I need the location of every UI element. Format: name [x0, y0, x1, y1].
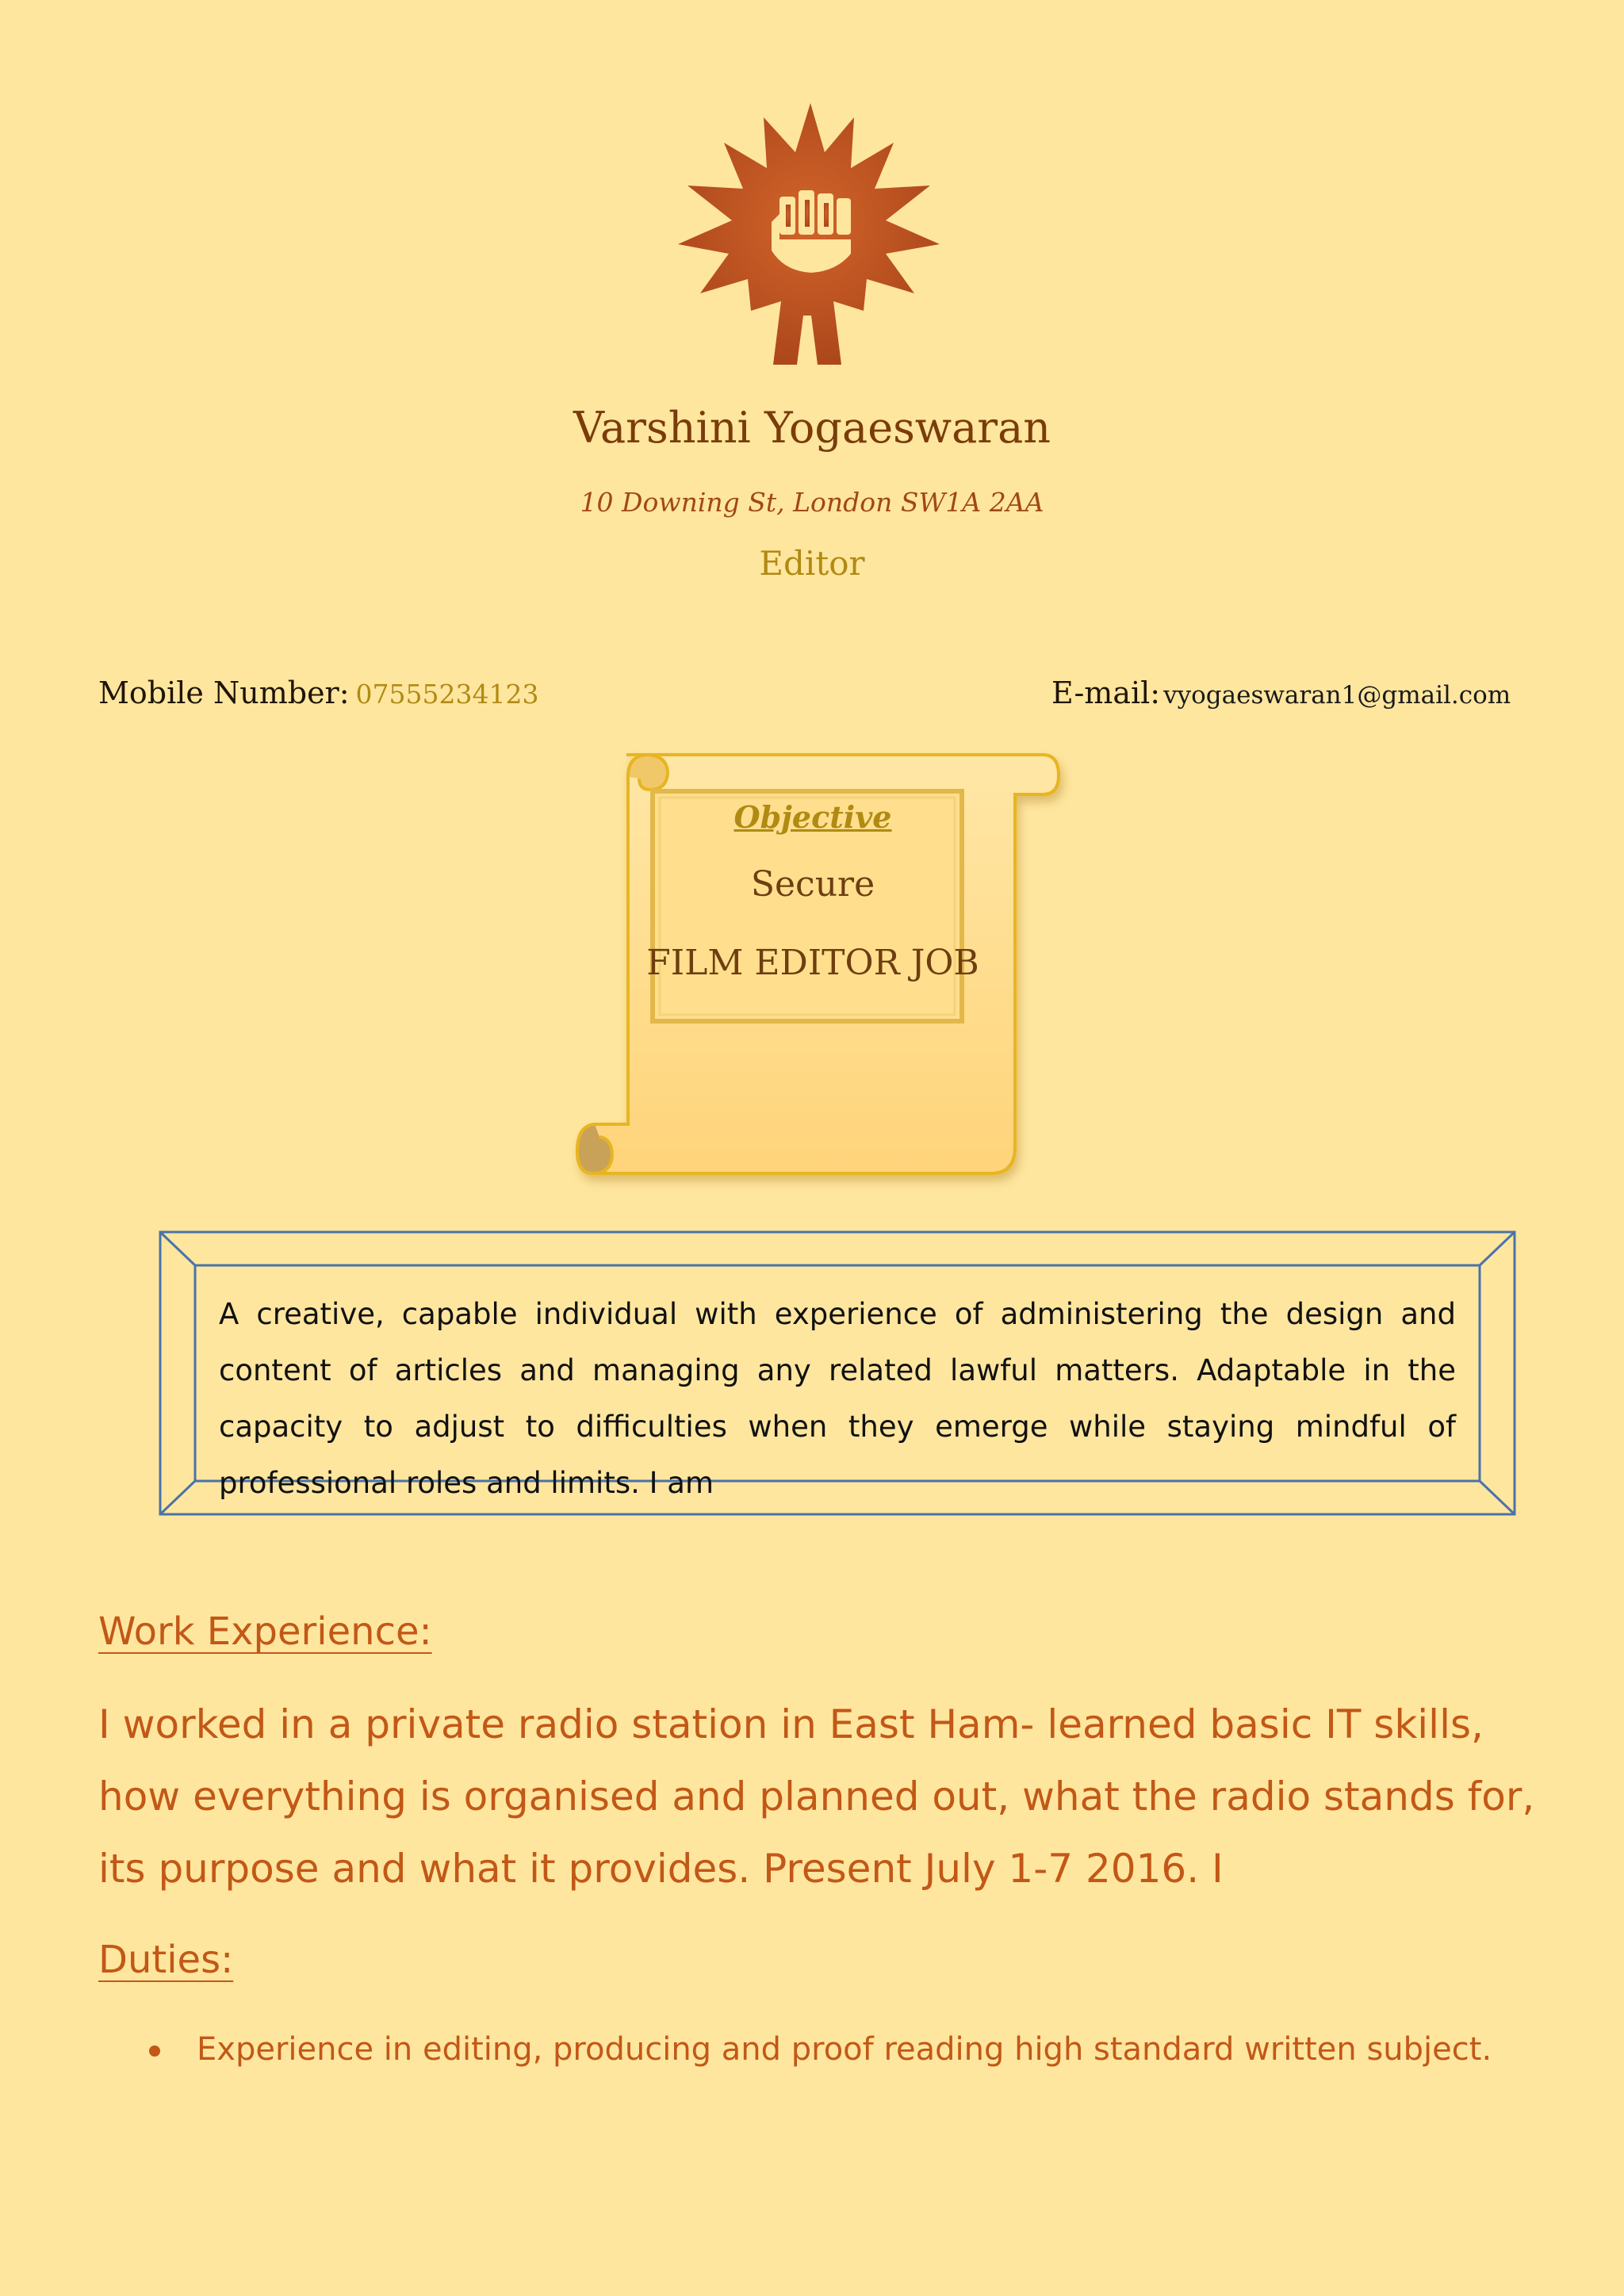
mobile-value: 07555234123	[355, 679, 539, 710]
duty-text: Experience in editing, producing and proof reading high standard written subject.	[197, 2031, 1492, 2068]
duties-heading: Duties:	[98, 1938, 234, 1982]
objective-line-2: FILM EDITOR JOB	[646, 943, 979, 983]
raised-fist-emblem-icon	[678, 103, 944, 365]
mobile-label: Mobile Number:	[98, 675, 350, 710]
candidate-name: Varshini Yogaeswaran	[573, 403, 1051, 453]
bullet-icon	[149, 2045, 160, 2057]
objective-title: Objective	[733, 799, 892, 835]
list-item	[98, 2031, 1542, 2068]
job-role: Editor	[759, 544, 865, 583]
professional-summary: A creative, capable individual with experience of administering the design and content of articles and managing any related lawful matters. Adaptable in the capacity to adjust to difficulties when they emerge while staying mindful of professional roles and limits. I am	[219, 1297, 1456, 1500]
mobile-contact	[98, 675, 538, 710]
email-label: E-mail:	[1051, 675, 1161, 710]
work-experience-heading: Work Experience:	[98, 1609, 432, 1654]
work-experience-text: I worked in a private radio station in East Ham- learned basic IT skills, how everything is organised and planned out, what the radio stands for, its purpose and what it provides. Present July 1-7 2016. I	[98, 1701, 1535, 1892]
email-contact	[1051, 675, 1511, 710]
address: 10 Downing St, London SW1A 2AA	[580, 487, 1044, 518]
duties-list	[98, 2031, 1542, 2068]
email-value: vyogaeswaran1@gmail.com	[1163, 681, 1511, 710]
objective-line-1: Secure	[750, 864, 875, 905]
